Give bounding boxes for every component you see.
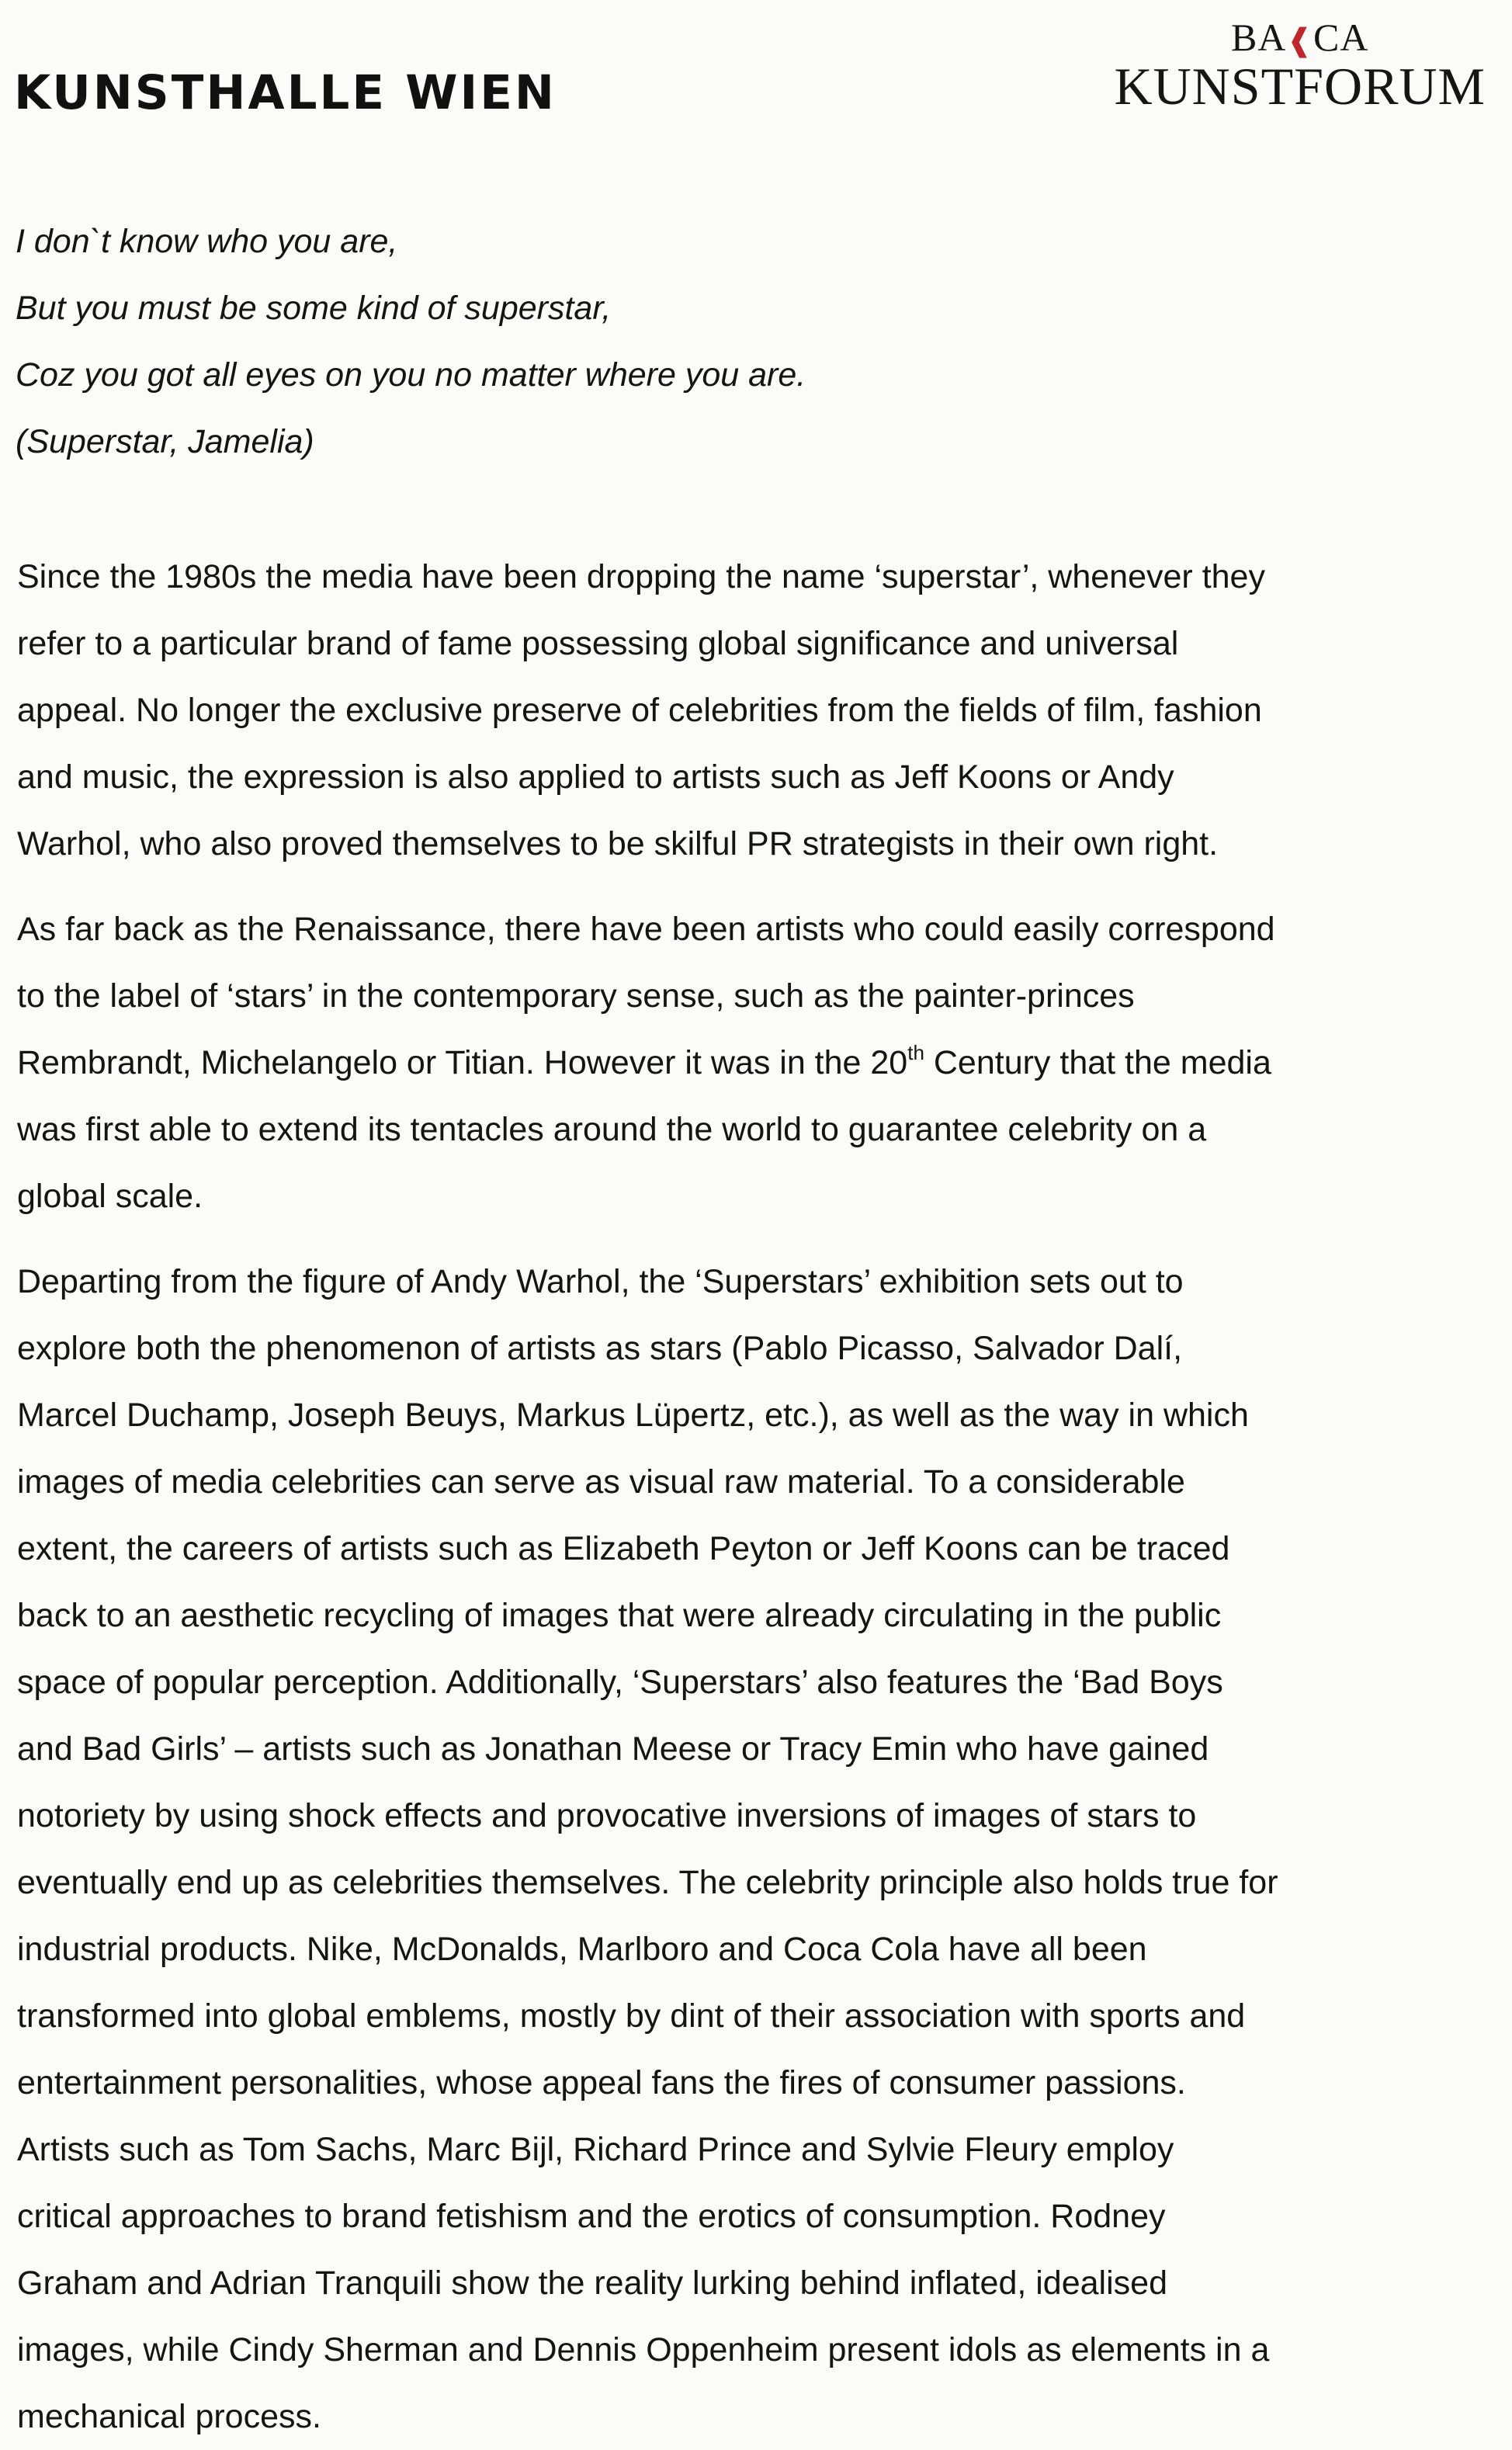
text-line: to the label of ‘stars’ in the contemporary sense, such as the painter-princes	[17, 977, 1135, 1015]
ba-ca-swoosh-icon: ❰	[1286, 23, 1313, 57]
text-segment: Century that the media	[924, 1044, 1271, 1081]
superscript: th	[907, 1041, 924, 1064]
text-line: Graham and Adrian Tranquili show the reality lurking behind inflated, idealised	[17, 2264, 1167, 2302]
text-line: was first able to extend its tentacles around the world to guarantee celebrity on a	[17, 1111, 1207, 1148]
text-line: Marcel Duchamp, Joseph Beuys, Markus Lüpertz, etc.), as well as the way in which	[17, 1397, 1249, 1434]
text-line: transformed into global emblems, mostly by dint of their association with sports and	[17, 1997, 1246, 2035]
text-line	[17, 1029, 1492, 1096]
text-line: As far back as the Renaissance, there have been artists who could easily correspond	[17, 911, 1275, 948]
text-line: Since the 1980s the media have been dropping the name ‘superstar’, whenever they	[17, 558, 1265, 595]
kunstforum-wordmark: KUNSTFORUM	[1114, 57, 1486, 116]
text-line: Departing from the figure of Andy Warhol, the ‘Superstars’ exhibition sets out to	[17, 1263, 1184, 1300]
text-line: eventually end up as celebrities themselves. The celebrity principle also holds true for	[17, 1864, 1278, 1901]
text-line: entertainment personalities, whose appeal fans the fires of consumer passions.	[17, 2064, 1186, 2101]
epigraph-line: Coz you got all eyes on you no matter where you are.	[16, 356, 806, 394]
kunsthalle-wien-logo: KUNSTHALLE WIEN	[14, 65, 557, 120]
text-line: back to an aesthetic recycling of images that were already circulating in the public	[17, 1597, 1222, 1634]
paragraph-renaissance	[17, 896, 1492, 1230]
text-line: Warhol, who also proved themselves to be skilful PR strategists in their own right.	[17, 825, 1219, 862]
ca-text: CA	[1313, 16, 1369, 59]
text-line: images of media celebrities can serve as visual raw material. To a considerable	[17, 1463, 1185, 1501]
text-line: Artists such as Tom Sachs, Marc Bijl, Richard Prince and Sylvie Fleury employ	[17, 2131, 1174, 2168]
ba-ca-wordmark	[1114, 17, 1486, 61]
text-line: industrial products. Nike, McDonalds, Marlboro and Coca Cola have all been	[17, 1931, 1147, 1968]
text-line: explore both the phenomenon of artists as stars (Pablo Picasso, Salvador Dalí,	[17, 1330, 1183, 1367]
text-line: appeal. No longer the exclusive preserve of celebrities from the fields of film, fashion	[17, 692, 1262, 729]
epigraph-line: But you must be some kind of superstar,	[16, 290, 612, 327]
text-line: space of popular perception. Additionally, ‘Superstars’ also features the ‘Bad Boys	[17, 1664, 1223, 1701]
text-line: and music, the expression is also applied to artists such as Jeff Koons or Andy	[17, 758, 1174, 796]
text-line: notoriety by using shock effects and provocative inversions of images of stars to	[17, 1797, 1197, 1834]
text-line: extent, the careers of artists such as Elizabeth Peyton or Jeff Koons can be traced	[17, 1530, 1230, 1567]
ba-ca-kunstforum-logo	[1114, 16, 1486, 116]
text-line: mechanical process.	[17, 2398, 321, 2435]
article-body	[17, 543, 1492, 2450]
ba-text: BA	[1231, 16, 1287, 59]
text-line: global scale.	[17, 1178, 203, 1215]
text-segment: Rembrandt, Michelangelo or Titian. However it was in the 20	[17, 1044, 908, 1081]
text-line: and Bad Girls’ – artists such as Jonathan Meese or Tracy Emin who have gained	[17, 1730, 1209, 1768]
text-line: refer to a particular brand of fame possessing global significance and universal	[17, 625, 1179, 662]
epigraph	[16, 208, 806, 475]
text-line: critical approaches to brand fetishism and the erotics of consumption. Rodney	[17, 2198, 1166, 2235]
epigraph-attribution: (Superstar, Jamelia)	[16, 423, 314, 460]
paragraph-superstar-intro	[17, 543, 1492, 877]
text-line: images, while Cindy Sherman and Dennis Oppenheim present idols as elements in a	[17, 2331, 1270, 2368]
epigraph-line: I don`t know who you are,	[16, 223, 398, 260]
paragraph-exhibition	[17, 1248, 1492, 2450]
